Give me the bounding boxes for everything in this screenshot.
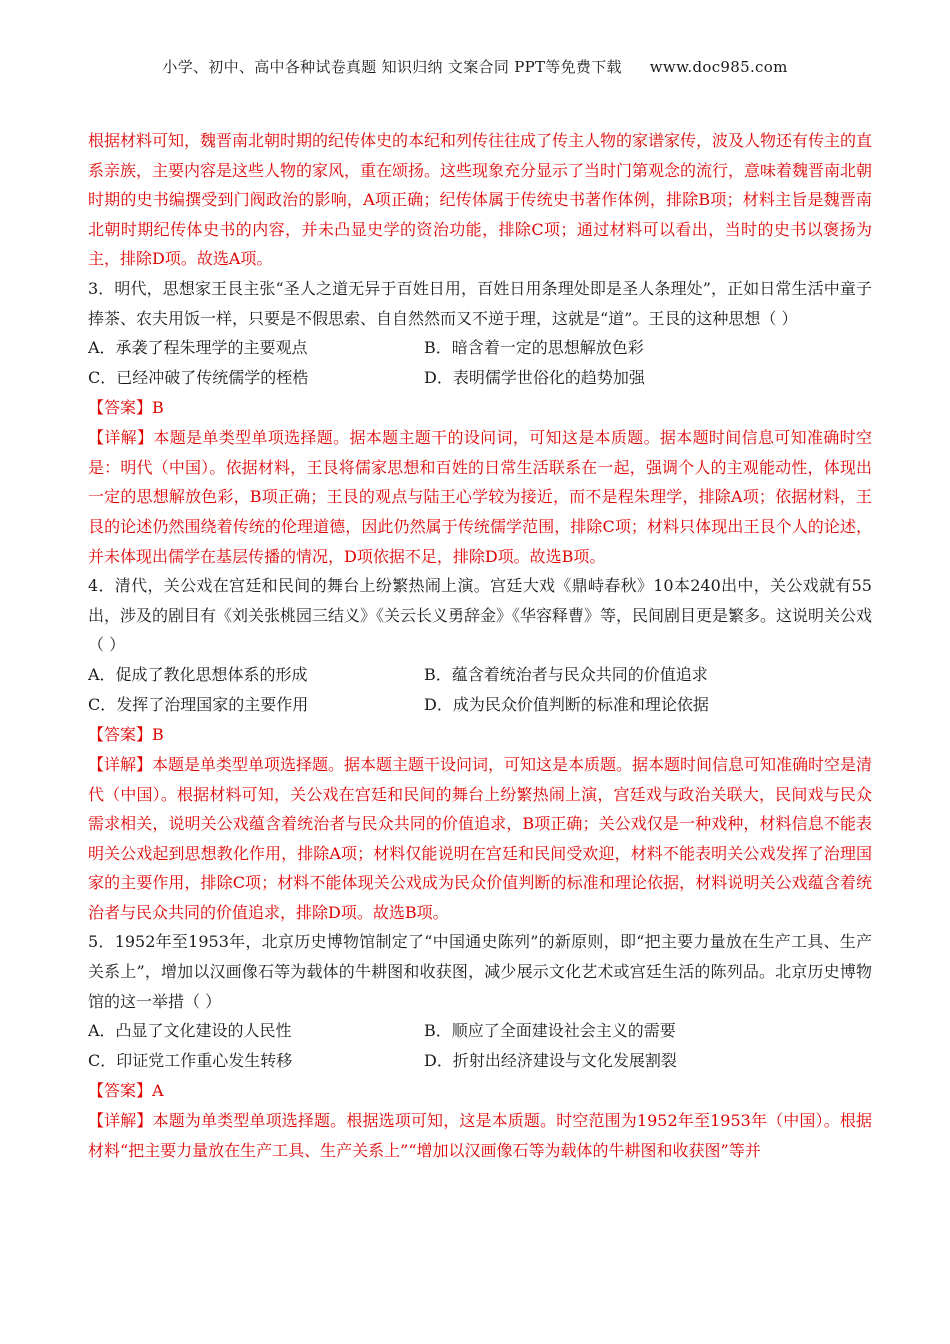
option-a: A．承袭了程朱理学的主要观点 [88, 338, 308, 358]
options [88, 660, 872, 720]
option-d: D．表明儒学世俗化的趋势加强 [424, 368, 645, 388]
option-c: C．发挥了治理国家的主要作用 [88, 694, 309, 714]
answer: 【答案】B [88, 398, 164, 418]
options [88, 333, 872, 393]
explanation: 【详解】本题是单类型单项选择题。据本题主题干的设问词，可知这是本质题。据本题时间信息可知准确时空是：明代（中国）。依据材料，王艮将儒家思想和百姓的日常生活联系在一起，强调个人的主观能动性，体现出一定的思想解放色彩，B项正确；王艮的观点与陆王心学较为接近，而不是程朱理学，排除A项；依据材料，王艮的论述仍然围绕着传统的伦理道德，因此仍然属于传统儒学范围，排除C项；材料只体现出王艮个人的论述，并未体现出儒学在基层传播的情况，D项依据不足，排除D项。故选B项。 [88, 428, 872, 566]
document-body [88, 126, 872, 1165]
question-4 [88, 571, 872, 927]
question-stem: 5．1952年至1953年，北京历史博物馆制定了“中国通史陈列”的新原则，即“把主要力量放在生产工具、生产关系上”，增加以汉画像石等为载体的牛耕图和收获图，减少展示文化艺术或宫廷生活的陈列品。北京历史博物馆的这一举措（ ） [88, 932, 872, 1011]
options [88, 1016, 872, 1076]
header-text: 小学、初中、高中各种试卷真题 知识归纳 文案合同 PPT等免费下载 [162, 58, 622, 76]
header-site[interactable]: www.doc985.com [649, 58, 788, 76]
explanation: 【详解】本题是单类型单项选择题。据本题主题干设问词，可知这是本质题。据本题时间信息可知准确时空是清代（中国）。根据材料可知，关公戏在宫廷和民间的舞台上纷繁热闹上演，宫廷戏与政治关联大，民间戏与民众需求相关，说明关公戏蕴含着统治者与民众共同的价值追求，B项正确；关公戏仅是一种戏种，材料信息不能表明关公戏起到思想教化作用，排除A项；材料仅能说明在宫廷和民间受欢迎，材料不能表明关公戏发挥了治理国家的主要作用，排除C项；材料不能体现关公戏成为民众价值判断的标准和理论依据，材料说明关公戏蕴含着统治者与民众共同的价值追求，排除D项。故选B项。 [88, 754, 873, 922]
option-c: C．印证党工作重心发生转移 [88, 1051, 293, 1071]
question-5 [88, 927, 872, 1165]
option-a: A．凸显了文化建设的人民性 [88, 1021, 292, 1041]
explanation: 【详解】本题为单类型单项选择题。根据选项可知，这是本质题。时空范围为1952年至1953年（中国）。根据材料“把主要力量放在生产工具、生产关系上”“增加以汉画像石等为载体的牛耕图和收获图”等并 [88, 1111, 872, 1160]
page-header [0, 56, 950, 77]
question-3 [88, 274, 872, 571]
option-b: B．暗含着一定的思想解放色彩 [424, 338, 644, 358]
question-stem: 4．清代，关公戏在宫廷和民间的舞台上纷繁热闹上演。宫廷大戏《鼎峙春秋》10本240出中，关公戏就有55出，涉及的剧目有《刘关张桃园三结义》《关云长义勇辞金》《华容释曹》等，民间剧目更是繁多。这说明关公戏（ ） [88, 576, 873, 655]
question-stem: 3．明代，思想家王艮主张“圣人之道无异于百姓日用，百姓日用条理处即是圣人条理处”，正如日常生活中童子捧茶、农夫用饭一样，只要是不假思索、自自然然而又不逆于理，这就是“道”。王艮的这种思想（ ） [88, 278, 872, 328]
answer: 【答案】A [88, 1081, 164, 1101]
option-a: A．促成了教化思想体系的形成 [88, 664, 308, 684]
option-b: B．顺应了全面建设社会主义的需要 [424, 1021, 676, 1041]
option-b: B．蕴含着统治者与民众共同的价值追求 [424, 664, 708, 684]
answer: 【答案】B [88, 724, 164, 744]
previous-explanation: 根据材料可知，魏晋南北朝时期的纪传体史的本纪和列传往往成了传主人物的家谱家传，波及人物还有传主的直系亲族，主要内容是这些人物的家风，重在颂扬。这些现象充分显示了当时门第观念的流行，意味着魏晋南北朝时期的史书编撰受到门阀政治的影响，A项正确；纪传体属于传统史书著作体例，排除B项；材料主旨是魏晋南北朝时期纪传体史书的内容，并未凸显史学的资治功能，排除C项；通过材料可以看出，当时的史书以褒扬为主，排除D项。故选A项。 [88, 131, 873, 269]
option-d: D．折射出经济建设与文化发展割裂 [424, 1051, 677, 1071]
option-d: D．成为民众价值判断的标准和理论依据 [424, 694, 709, 714]
option-c: C．已经冲破了传统儒学的桎梏 [88, 368, 309, 388]
